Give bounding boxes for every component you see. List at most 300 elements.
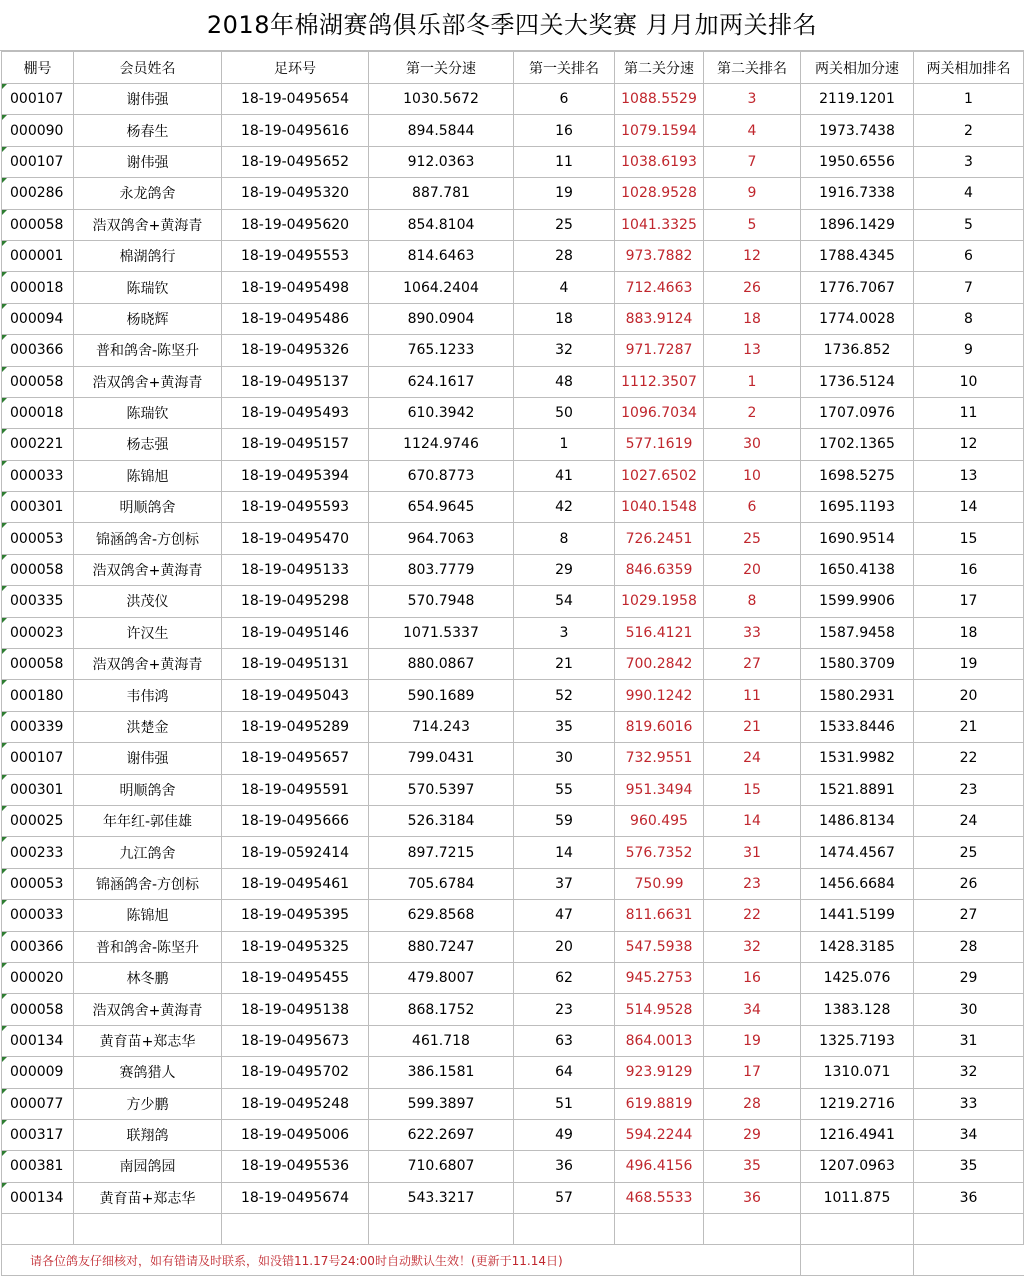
total-speed-cell[interactable]: 1474.4567 bbox=[801, 837, 914, 868]
total-speed-cell[interactable]: 1973.7438 bbox=[801, 115, 914, 146]
race1-rank-cell[interactable]: 64 bbox=[514, 1057, 615, 1088]
race2-rank-cell[interactable]: 11 bbox=[704, 680, 801, 711]
race1-rank-cell[interactable]: 48 bbox=[514, 366, 615, 397]
race2-rank-cell[interactable]: 29 bbox=[704, 1119, 801, 1150]
total-rank-cell[interactable]: 20 bbox=[914, 680, 1024, 711]
member-name-cell[interactable]: 浩双鸽舍+黄海青 bbox=[74, 994, 222, 1025]
race1-speed-cell[interactable]: 887.781 bbox=[369, 178, 514, 209]
member-name-cell[interactable]: 杨春生 bbox=[74, 115, 222, 146]
header-race1-rank[interactable]: 第一关排名 bbox=[514, 52, 615, 84]
total-speed-cell[interactable]: 1788.4345 bbox=[801, 240, 914, 271]
race1-speed-cell[interactable]: 880.0867 bbox=[369, 649, 514, 680]
ring-no-cell[interactable]: 18-19-0495616 bbox=[222, 115, 369, 146]
total-rank-cell[interactable]: 36 bbox=[914, 1182, 1024, 1213]
loft-no-cell[interactable]: 000233 bbox=[2, 837, 74, 868]
total-speed-cell[interactable]: 1441.5199 bbox=[801, 900, 914, 931]
loft-no-cell[interactable]: 000301 bbox=[2, 774, 74, 805]
total-rank-cell[interactable]: 31 bbox=[914, 1025, 1024, 1056]
loft-no-cell[interactable]: 000335 bbox=[2, 586, 74, 617]
member-name-cell[interactable]: 年年红-郭佳雄 bbox=[74, 805, 222, 836]
member-name-cell[interactable]: 陈瑞钦 bbox=[74, 397, 222, 428]
race1-speed-cell[interactable]: 868.1752 bbox=[369, 994, 514, 1025]
race2-speed-cell[interactable]: 811.6631 bbox=[615, 900, 704, 931]
ring-no-cell[interactable]: 18-19-0495137 bbox=[222, 366, 369, 397]
member-name-cell[interactable]: 韦伟鸿 bbox=[74, 680, 222, 711]
race2-rank-cell[interactable]: 31 bbox=[704, 837, 801, 868]
total-speed-cell[interactable]: 1916.7338 bbox=[801, 178, 914, 209]
ring-no-cell[interactable]: 18-19-0495289 bbox=[222, 711, 369, 742]
member-name-cell[interactable]: 洪楚金 bbox=[74, 711, 222, 742]
total-rank-cell[interactable]: 23 bbox=[914, 774, 1024, 805]
race1-rank-cell[interactable]: 20 bbox=[514, 931, 615, 962]
header-race2-rank[interactable]: 第二关排名 bbox=[704, 52, 801, 84]
race1-speed-cell[interactable]: 799.0431 bbox=[369, 743, 514, 774]
loft-no-cell[interactable]: 000025 bbox=[2, 805, 74, 836]
member-name-cell[interactable]: 陈瑞钦 bbox=[74, 272, 222, 303]
total-rank-cell[interactable]: 8 bbox=[914, 303, 1024, 334]
ring-no-cell[interactable]: 18-19-0495157 bbox=[222, 429, 369, 460]
total-speed-cell[interactable]: 1425.076 bbox=[801, 962, 914, 993]
total-rank-cell[interactable]: 9 bbox=[914, 335, 1024, 366]
race2-speed-cell[interactable]: 577.1619 bbox=[615, 429, 704, 460]
total-rank-cell[interactable]: 32 bbox=[914, 1057, 1024, 1088]
race1-rank-cell[interactable]: 4 bbox=[514, 272, 615, 303]
race2-speed-cell[interactable]: 496.4156 bbox=[615, 1151, 704, 1182]
total-rank-cell[interactable]: 11 bbox=[914, 397, 1024, 428]
member-name-cell[interactable]: 联翔鸽 bbox=[74, 1119, 222, 1150]
total-rank-cell[interactable]: 1 bbox=[914, 84, 1024, 115]
race2-speed-cell[interactable]: 700.2842 bbox=[615, 649, 704, 680]
loft-no-cell[interactable]: 000339 bbox=[2, 711, 74, 742]
total-rank-cell[interactable]: 3 bbox=[914, 146, 1024, 177]
member-name-cell[interactable]: 九江鸽舍 bbox=[74, 837, 222, 868]
member-name-cell[interactable]: 棉湖鸽行 bbox=[74, 240, 222, 271]
total-speed-cell[interactable]: 1950.6556 bbox=[801, 146, 914, 177]
ring-no-cell[interactable]: 18-19-0495620 bbox=[222, 209, 369, 240]
race2-speed-cell[interactable]: 1096.7034 bbox=[615, 397, 704, 428]
race2-speed-cell[interactable]: 732.9551 bbox=[615, 743, 704, 774]
member-name-cell[interactable]: 永龙鸽舍 bbox=[74, 178, 222, 209]
ring-no-cell[interactable]: 18-19-0495006 bbox=[222, 1119, 369, 1150]
race2-rank-cell[interactable]: 34 bbox=[704, 994, 801, 1025]
race1-rank-cell[interactable]: 28 bbox=[514, 240, 615, 271]
total-speed-cell[interactable]: 1325.7193 bbox=[801, 1025, 914, 1056]
race1-rank-cell[interactable]: 35 bbox=[514, 711, 615, 742]
total-rank-cell[interactable]: 22 bbox=[914, 743, 1024, 774]
race2-speed-cell[interactable]: 1041.3325 bbox=[615, 209, 704, 240]
empty-cell[interactable] bbox=[2, 1214, 74, 1245]
total-speed-cell[interactable]: 1736.852 bbox=[801, 335, 914, 366]
race1-speed-cell[interactable]: 461.718 bbox=[369, 1025, 514, 1056]
total-speed-cell[interactable]: 1698.5275 bbox=[801, 460, 914, 491]
total-rank-cell[interactable]: 10 bbox=[914, 366, 1024, 397]
race2-rank-cell[interactable]: 16 bbox=[704, 962, 801, 993]
total-rank-cell[interactable]: 21 bbox=[914, 711, 1024, 742]
race2-speed-cell[interactable]: 1038.6193 bbox=[615, 146, 704, 177]
total-speed-cell[interactable]: 1456.6684 bbox=[801, 868, 914, 899]
race1-rank-cell[interactable]: 62 bbox=[514, 962, 615, 993]
race2-rank-cell[interactable]: 21 bbox=[704, 711, 801, 742]
ring-no-cell[interactable]: 18-19-0495298 bbox=[222, 586, 369, 617]
race1-rank-cell[interactable]: 54 bbox=[514, 586, 615, 617]
header-race1-speed[interactable]: 第一关分速 bbox=[369, 52, 514, 84]
total-rank-cell[interactable]: 26 bbox=[914, 868, 1024, 899]
race2-rank-cell[interactable]: 26 bbox=[704, 272, 801, 303]
race2-rank-cell[interactable]: 19 bbox=[704, 1025, 801, 1056]
empty-cell[interactable] bbox=[369, 1214, 514, 1245]
ring-no-cell[interactable]: 18-19-0495138 bbox=[222, 994, 369, 1025]
total-rank-cell[interactable]: 12 bbox=[914, 429, 1024, 460]
race1-rank-cell[interactable]: 57 bbox=[514, 1182, 615, 1213]
ring-no-cell[interactable]: 18-19-0495395 bbox=[222, 900, 369, 931]
race2-rank-cell[interactable]: 23 bbox=[704, 868, 801, 899]
race2-speed-cell[interactable]: 971.7287 bbox=[615, 335, 704, 366]
ring-no-cell[interactable]: 18-19-0495133 bbox=[222, 554, 369, 585]
race2-speed-cell[interactable]: 468.5533 bbox=[615, 1182, 704, 1213]
empty-cell[interactable] bbox=[615, 1214, 704, 1245]
race2-speed-cell[interactable]: 750.99 bbox=[615, 868, 704, 899]
race1-speed-cell[interactable]: 814.6463 bbox=[369, 240, 514, 271]
loft-no-cell[interactable]: 000107 bbox=[2, 84, 74, 115]
race2-rank-cell[interactable]: 4 bbox=[704, 115, 801, 146]
member-name-cell[interactable]: 浩双鸽舍+黄海青 bbox=[74, 554, 222, 585]
race2-speed-cell[interactable]: 951.3494 bbox=[615, 774, 704, 805]
header-member-name[interactable]: 会员姓名 bbox=[74, 52, 222, 84]
empty-cell[interactable] bbox=[222, 1214, 369, 1245]
race1-speed-cell[interactable]: 765.1233 bbox=[369, 335, 514, 366]
race2-rank-cell[interactable]: 3 bbox=[704, 84, 801, 115]
race1-speed-cell[interactable]: 610.3942 bbox=[369, 397, 514, 428]
race1-speed-cell[interactable]: 599.3897 bbox=[369, 1088, 514, 1119]
race2-rank-cell[interactable]: 33 bbox=[704, 617, 801, 648]
race1-rank-cell[interactable]: 25 bbox=[514, 209, 615, 240]
race2-speed-cell[interactable]: 819.6016 bbox=[615, 711, 704, 742]
loft-no-cell[interactable]: 000023 bbox=[2, 617, 74, 648]
total-speed-cell[interactable]: 1707.0976 bbox=[801, 397, 914, 428]
race2-speed-cell[interactable]: 1079.1594 bbox=[615, 115, 704, 146]
race1-speed-cell[interactable]: 710.6807 bbox=[369, 1151, 514, 1182]
total-rank-cell[interactable]: 34 bbox=[914, 1119, 1024, 1150]
loft-no-cell[interactable]: 000381 bbox=[2, 1151, 74, 1182]
race2-rank-cell[interactable]: 18 bbox=[704, 303, 801, 334]
race1-rank-cell[interactable]: 14 bbox=[514, 837, 615, 868]
ring-no-cell[interactable]: 18-19-0495043 bbox=[222, 680, 369, 711]
race1-rank-cell[interactable]: 41 bbox=[514, 460, 615, 491]
race1-speed-cell[interactable]: 854.8104 bbox=[369, 209, 514, 240]
race2-rank-cell[interactable]: 35 bbox=[704, 1151, 801, 1182]
race1-speed-cell[interactable]: 803.7779 bbox=[369, 554, 514, 585]
race2-speed-cell[interactable]: 945.2753 bbox=[615, 962, 704, 993]
race1-rank-cell[interactable]: 59 bbox=[514, 805, 615, 836]
empty-cell[interactable] bbox=[514, 1214, 615, 1245]
total-rank-cell[interactable]: 29 bbox=[914, 962, 1024, 993]
member-name-cell[interactable]: 锦涵鸽舍-方创标 bbox=[74, 523, 222, 554]
member-name-cell[interactable]: 许汉生 bbox=[74, 617, 222, 648]
ring-no-cell[interactable]: 18-19-0495455 bbox=[222, 962, 369, 993]
race2-speed-cell[interactable]: 883.9124 bbox=[615, 303, 704, 334]
race1-rank-cell[interactable]: 37 bbox=[514, 868, 615, 899]
race2-speed-cell[interactable]: 726.2451 bbox=[615, 523, 704, 554]
race2-speed-cell[interactable]: 960.495 bbox=[615, 805, 704, 836]
race2-rank-cell[interactable]: 6 bbox=[704, 492, 801, 523]
member-name-cell[interactable]: 谢伟强 bbox=[74, 146, 222, 177]
member-name-cell[interactable]: 锦涵鸽舍-方创标 bbox=[74, 868, 222, 899]
loft-no-cell[interactable]: 000301 bbox=[2, 492, 74, 523]
ring-no-cell[interactable]: 18-19-0592414 bbox=[222, 837, 369, 868]
member-name-cell[interactable]: 陈锦旭 bbox=[74, 900, 222, 931]
empty-cell[interactable] bbox=[74, 1214, 222, 1245]
ring-no-cell[interactable]: 18-19-0495461 bbox=[222, 868, 369, 899]
loft-no-cell[interactable]: 000058 bbox=[2, 366, 74, 397]
header-total-speed[interactable]: 两关相加分速 bbox=[801, 52, 914, 84]
ring-no-cell[interactable]: 18-19-0495674 bbox=[222, 1182, 369, 1213]
race1-speed-cell[interactable]: 705.6784 bbox=[369, 868, 514, 899]
total-speed-cell[interactable]: 1896.1429 bbox=[801, 209, 914, 240]
ring-no-cell[interactable]: 18-19-0495666 bbox=[222, 805, 369, 836]
member-name-cell[interactable]: 黄育苗+郑志华 bbox=[74, 1025, 222, 1056]
race1-rank-cell[interactable]: 6 bbox=[514, 84, 615, 115]
race1-speed-cell[interactable]: 570.7948 bbox=[369, 586, 514, 617]
race1-speed-cell[interactable]: 1030.5672 bbox=[369, 84, 514, 115]
total-speed-cell[interactable]: 2119.1201 bbox=[801, 84, 914, 115]
loft-no-cell[interactable]: 000001 bbox=[2, 240, 74, 271]
race1-rank-cell[interactable]: 52 bbox=[514, 680, 615, 711]
race2-rank-cell[interactable]: 14 bbox=[704, 805, 801, 836]
ring-no-cell[interactable]: 18-19-0495536 bbox=[222, 1151, 369, 1182]
race2-rank-cell[interactable]: 12 bbox=[704, 240, 801, 271]
loft-no-cell[interactable]: 000058 bbox=[2, 554, 74, 585]
ring-no-cell[interactable]: 18-19-0495652 bbox=[222, 146, 369, 177]
ring-no-cell[interactable]: 18-19-0495553 bbox=[222, 240, 369, 271]
race1-rank-cell[interactable]: 18 bbox=[514, 303, 615, 334]
loft-no-cell[interactable]: 000286 bbox=[2, 178, 74, 209]
ring-no-cell[interactable]: 18-19-0495486 bbox=[222, 303, 369, 334]
member-name-cell[interactable]: 陈锦旭 bbox=[74, 460, 222, 491]
race2-speed-cell[interactable]: 923.9129 bbox=[615, 1057, 704, 1088]
member-name-cell[interactable]: 赛鸽猎人 bbox=[74, 1057, 222, 1088]
loft-no-cell[interactable]: 000033 bbox=[2, 900, 74, 931]
race2-speed-cell[interactable]: 619.8819 bbox=[615, 1088, 704, 1119]
race1-speed-cell[interactable]: 897.7215 bbox=[369, 837, 514, 868]
race1-rank-cell[interactable]: 29 bbox=[514, 554, 615, 585]
loft-no-cell[interactable]: 000134 bbox=[2, 1025, 74, 1056]
loft-no-cell[interactable]: 000107 bbox=[2, 743, 74, 774]
race2-rank-cell[interactable]: 28 bbox=[704, 1088, 801, 1119]
ring-no-cell[interactable]: 18-19-0495702 bbox=[222, 1057, 369, 1088]
race1-rank-cell[interactable]: 49 bbox=[514, 1119, 615, 1150]
ring-no-cell[interactable]: 18-19-0495470 bbox=[222, 523, 369, 554]
member-name-cell[interactable]: 杨晓辉 bbox=[74, 303, 222, 334]
member-name-cell[interactable]: 浩双鸽舍+黄海青 bbox=[74, 209, 222, 240]
race1-speed-cell[interactable]: 654.9645 bbox=[369, 492, 514, 523]
member-name-cell[interactable]: 杨志强 bbox=[74, 429, 222, 460]
race1-speed-cell[interactable]: 624.1617 bbox=[369, 366, 514, 397]
loft-no-cell[interactable]: 000317 bbox=[2, 1119, 74, 1150]
total-rank-cell[interactable]: 24 bbox=[914, 805, 1024, 836]
total-rank-cell[interactable]: 16 bbox=[914, 554, 1024, 585]
member-name-cell[interactable]: 普和鸽舍-陈坚升 bbox=[74, 931, 222, 962]
ring-no-cell[interactable]: 18-19-0495320 bbox=[222, 178, 369, 209]
race1-rank-cell[interactable]: 8 bbox=[514, 523, 615, 554]
race2-speed-cell[interactable]: 576.7352 bbox=[615, 837, 704, 868]
loft-no-cell[interactable]: 000094 bbox=[2, 303, 74, 334]
race1-speed-cell[interactable]: 543.3217 bbox=[369, 1182, 514, 1213]
race2-rank-cell[interactable]: 15 bbox=[704, 774, 801, 805]
race2-rank-cell[interactable]: 32 bbox=[704, 931, 801, 962]
member-name-cell[interactable]: 明顺鸽舍 bbox=[74, 492, 222, 523]
loft-no-cell[interactable]: 000053 bbox=[2, 523, 74, 554]
race2-speed-cell[interactable]: 846.6359 bbox=[615, 554, 704, 585]
race2-rank-cell[interactable]: 5 bbox=[704, 209, 801, 240]
member-name-cell[interactable]: 明顺鸽舍 bbox=[74, 774, 222, 805]
race1-speed-cell[interactable]: 1064.2404 bbox=[369, 272, 514, 303]
header-ring-no[interactable]: 足环号 bbox=[222, 52, 369, 84]
total-speed-cell[interactable]: 1531.9982 bbox=[801, 743, 914, 774]
race2-speed-cell[interactable]: 1029.1958 bbox=[615, 586, 704, 617]
total-rank-cell[interactable]: 28 bbox=[914, 931, 1024, 962]
total-speed-cell[interactable]: 1650.4138 bbox=[801, 554, 914, 585]
footer-note[interactable]: 请各位鸽友仔细核对，如有错请及时联系，如没错11.17号24:00时自动默认生效！(更新于11.14日) bbox=[2, 1245, 704, 1276]
race1-speed-cell[interactable]: 670.8773 bbox=[369, 460, 514, 491]
total-rank-cell[interactable]: 15 bbox=[914, 523, 1024, 554]
total-speed-cell[interactable]: 1736.5124 bbox=[801, 366, 914, 397]
member-name-cell[interactable]: 浩双鸽舍+黄海青 bbox=[74, 366, 222, 397]
race2-rank-cell[interactable]: 22 bbox=[704, 900, 801, 931]
empty-cell[interactable] bbox=[704, 1245, 801, 1276]
race1-speed-cell[interactable]: 479.8007 bbox=[369, 962, 514, 993]
race2-speed-cell[interactable]: 1112.3507 bbox=[615, 366, 704, 397]
loft-no-cell[interactable]: 000033 bbox=[2, 460, 74, 491]
total-rank-cell[interactable]: 14 bbox=[914, 492, 1024, 523]
race1-speed-cell[interactable]: 894.5844 bbox=[369, 115, 514, 146]
total-rank-cell[interactable]: 6 bbox=[914, 240, 1024, 271]
race2-rank-cell[interactable]: 24 bbox=[704, 743, 801, 774]
empty-cell[interactable] bbox=[801, 1245, 914, 1276]
ring-no-cell[interactable]: 18-19-0495657 bbox=[222, 743, 369, 774]
total-rank-cell[interactable]: 5 bbox=[914, 209, 1024, 240]
header-loft-no[interactable]: 棚号 bbox=[2, 52, 74, 84]
race1-rank-cell[interactable]: 63 bbox=[514, 1025, 615, 1056]
race1-speed-cell[interactable]: 1124.9746 bbox=[369, 429, 514, 460]
total-rank-cell[interactable]: 33 bbox=[914, 1088, 1024, 1119]
total-rank-cell[interactable]: 17 bbox=[914, 586, 1024, 617]
ring-no-cell[interactable]: 18-19-0495493 bbox=[222, 397, 369, 428]
empty-cell[interactable] bbox=[914, 1245, 1024, 1276]
race1-rank-cell[interactable]: 36 bbox=[514, 1151, 615, 1182]
total-speed-cell[interactable]: 1533.8446 bbox=[801, 711, 914, 742]
race1-speed-cell[interactable]: 526.3184 bbox=[369, 805, 514, 836]
race2-speed-cell[interactable]: 1088.5529 bbox=[615, 84, 704, 115]
total-rank-cell[interactable]: 7 bbox=[914, 272, 1024, 303]
empty-cell[interactable] bbox=[801, 1214, 914, 1245]
ring-no-cell[interactable]: 18-19-0495325 bbox=[222, 931, 369, 962]
total-rank-cell[interactable]: 30 bbox=[914, 994, 1024, 1025]
total-speed-cell[interactable]: 1428.3185 bbox=[801, 931, 914, 962]
race1-rank-cell[interactable]: 11 bbox=[514, 146, 615, 177]
total-speed-cell[interactable]: 1219.2716 bbox=[801, 1088, 914, 1119]
total-rank-cell[interactable]: 25 bbox=[914, 837, 1024, 868]
race2-rank-cell[interactable]: 20 bbox=[704, 554, 801, 585]
race2-rank-cell[interactable]: 9 bbox=[704, 178, 801, 209]
total-rank-cell[interactable]: 27 bbox=[914, 900, 1024, 931]
ring-no-cell[interactable]: 18-19-0495673 bbox=[222, 1025, 369, 1056]
total-speed-cell[interactable]: 1486.8134 bbox=[801, 805, 914, 836]
race1-rank-cell[interactable]: 23 bbox=[514, 994, 615, 1025]
race2-rank-cell[interactable]: 2 bbox=[704, 397, 801, 428]
ring-no-cell[interactable]: 18-19-0495591 bbox=[222, 774, 369, 805]
total-speed-cell[interactable]: 1695.1193 bbox=[801, 492, 914, 523]
race2-rank-cell[interactable]: 1 bbox=[704, 366, 801, 397]
total-rank-cell[interactable]: 2 bbox=[914, 115, 1024, 146]
member-name-cell[interactable]: 洪茂仪 bbox=[74, 586, 222, 617]
ring-no-cell[interactable]: 18-19-0495498 bbox=[222, 272, 369, 303]
loft-no-cell[interactable]: 000009 bbox=[2, 1057, 74, 1088]
loft-no-cell[interactable]: 000366 bbox=[2, 931, 74, 962]
ring-no-cell[interactable]: 18-19-0495593 bbox=[222, 492, 369, 523]
total-speed-cell[interactable]: 1587.9458 bbox=[801, 617, 914, 648]
ring-no-cell[interactable]: 18-19-0495394 bbox=[222, 460, 369, 491]
loft-no-cell[interactable]: 000090 bbox=[2, 115, 74, 146]
total-speed-cell[interactable]: 1599.9906 bbox=[801, 586, 914, 617]
race1-rank-cell[interactable]: 19 bbox=[514, 178, 615, 209]
header-total-rank[interactable]: 两关相加排名 bbox=[914, 52, 1024, 84]
race2-speed-cell[interactable]: 594.2244 bbox=[615, 1119, 704, 1150]
race1-rank-cell[interactable]: 21 bbox=[514, 649, 615, 680]
total-speed-cell[interactable]: 1776.7067 bbox=[801, 272, 914, 303]
race2-speed-cell[interactable]: 712.4663 bbox=[615, 272, 704, 303]
loft-no-cell[interactable]: 000180 bbox=[2, 680, 74, 711]
race2-rank-cell[interactable]: 13 bbox=[704, 335, 801, 366]
total-speed-cell[interactable]: 1580.2931 bbox=[801, 680, 914, 711]
loft-no-cell[interactable]: 000107 bbox=[2, 146, 74, 177]
race1-rank-cell[interactable]: 1 bbox=[514, 429, 615, 460]
loft-no-cell[interactable]: 000018 bbox=[2, 272, 74, 303]
total-rank-cell[interactable]: 35 bbox=[914, 1151, 1024, 1182]
total-speed-cell[interactable]: 1580.3709 bbox=[801, 649, 914, 680]
ring-no-cell[interactable]: 18-19-0495326 bbox=[222, 335, 369, 366]
race1-speed-cell[interactable]: 386.1581 bbox=[369, 1057, 514, 1088]
total-speed-cell[interactable]: 1310.071 bbox=[801, 1057, 914, 1088]
race1-speed-cell[interactable]: 1071.5337 bbox=[369, 617, 514, 648]
ring-no-cell[interactable]: 18-19-0495654 bbox=[222, 84, 369, 115]
race1-speed-cell[interactable]: 622.2697 bbox=[369, 1119, 514, 1150]
ring-no-cell[interactable]: 18-19-0495131 bbox=[222, 649, 369, 680]
member-name-cell[interactable]: 林冬鹏 bbox=[74, 962, 222, 993]
race2-speed-cell[interactable]: 516.4121 bbox=[615, 617, 704, 648]
race1-speed-cell[interactable]: 912.0363 bbox=[369, 146, 514, 177]
race2-rank-cell[interactable]: 36 bbox=[704, 1182, 801, 1213]
total-speed-cell[interactable]: 1216.4941 bbox=[801, 1119, 914, 1150]
total-speed-cell[interactable]: 1383.128 bbox=[801, 994, 914, 1025]
race2-rank-cell[interactable]: 10 bbox=[704, 460, 801, 491]
loft-no-cell[interactable]: 000221 bbox=[2, 429, 74, 460]
member-name-cell[interactable]: 谢伟强 bbox=[74, 743, 222, 774]
empty-cell[interactable] bbox=[914, 1214, 1024, 1245]
loft-no-cell[interactable]: 000018 bbox=[2, 397, 74, 428]
race2-rank-cell[interactable]: 25 bbox=[704, 523, 801, 554]
total-rank-cell[interactable]: 13 bbox=[914, 460, 1024, 491]
race1-speed-cell[interactable]: 570.5397 bbox=[369, 774, 514, 805]
member-name-cell[interactable]: 谢伟强 bbox=[74, 84, 222, 115]
race1-rank-cell[interactable]: 50 bbox=[514, 397, 615, 428]
loft-no-cell[interactable]: 000366 bbox=[2, 335, 74, 366]
total-speed-cell[interactable]: 1702.1365 bbox=[801, 429, 914, 460]
total-rank-cell[interactable]: 18 bbox=[914, 617, 1024, 648]
race2-speed-cell[interactable]: 1040.1548 bbox=[615, 492, 704, 523]
empty-cell[interactable] bbox=[704, 1214, 801, 1245]
total-speed-cell[interactable]: 1207.0963 bbox=[801, 1151, 914, 1182]
total-speed-cell[interactable]: 1774.0028 bbox=[801, 303, 914, 334]
